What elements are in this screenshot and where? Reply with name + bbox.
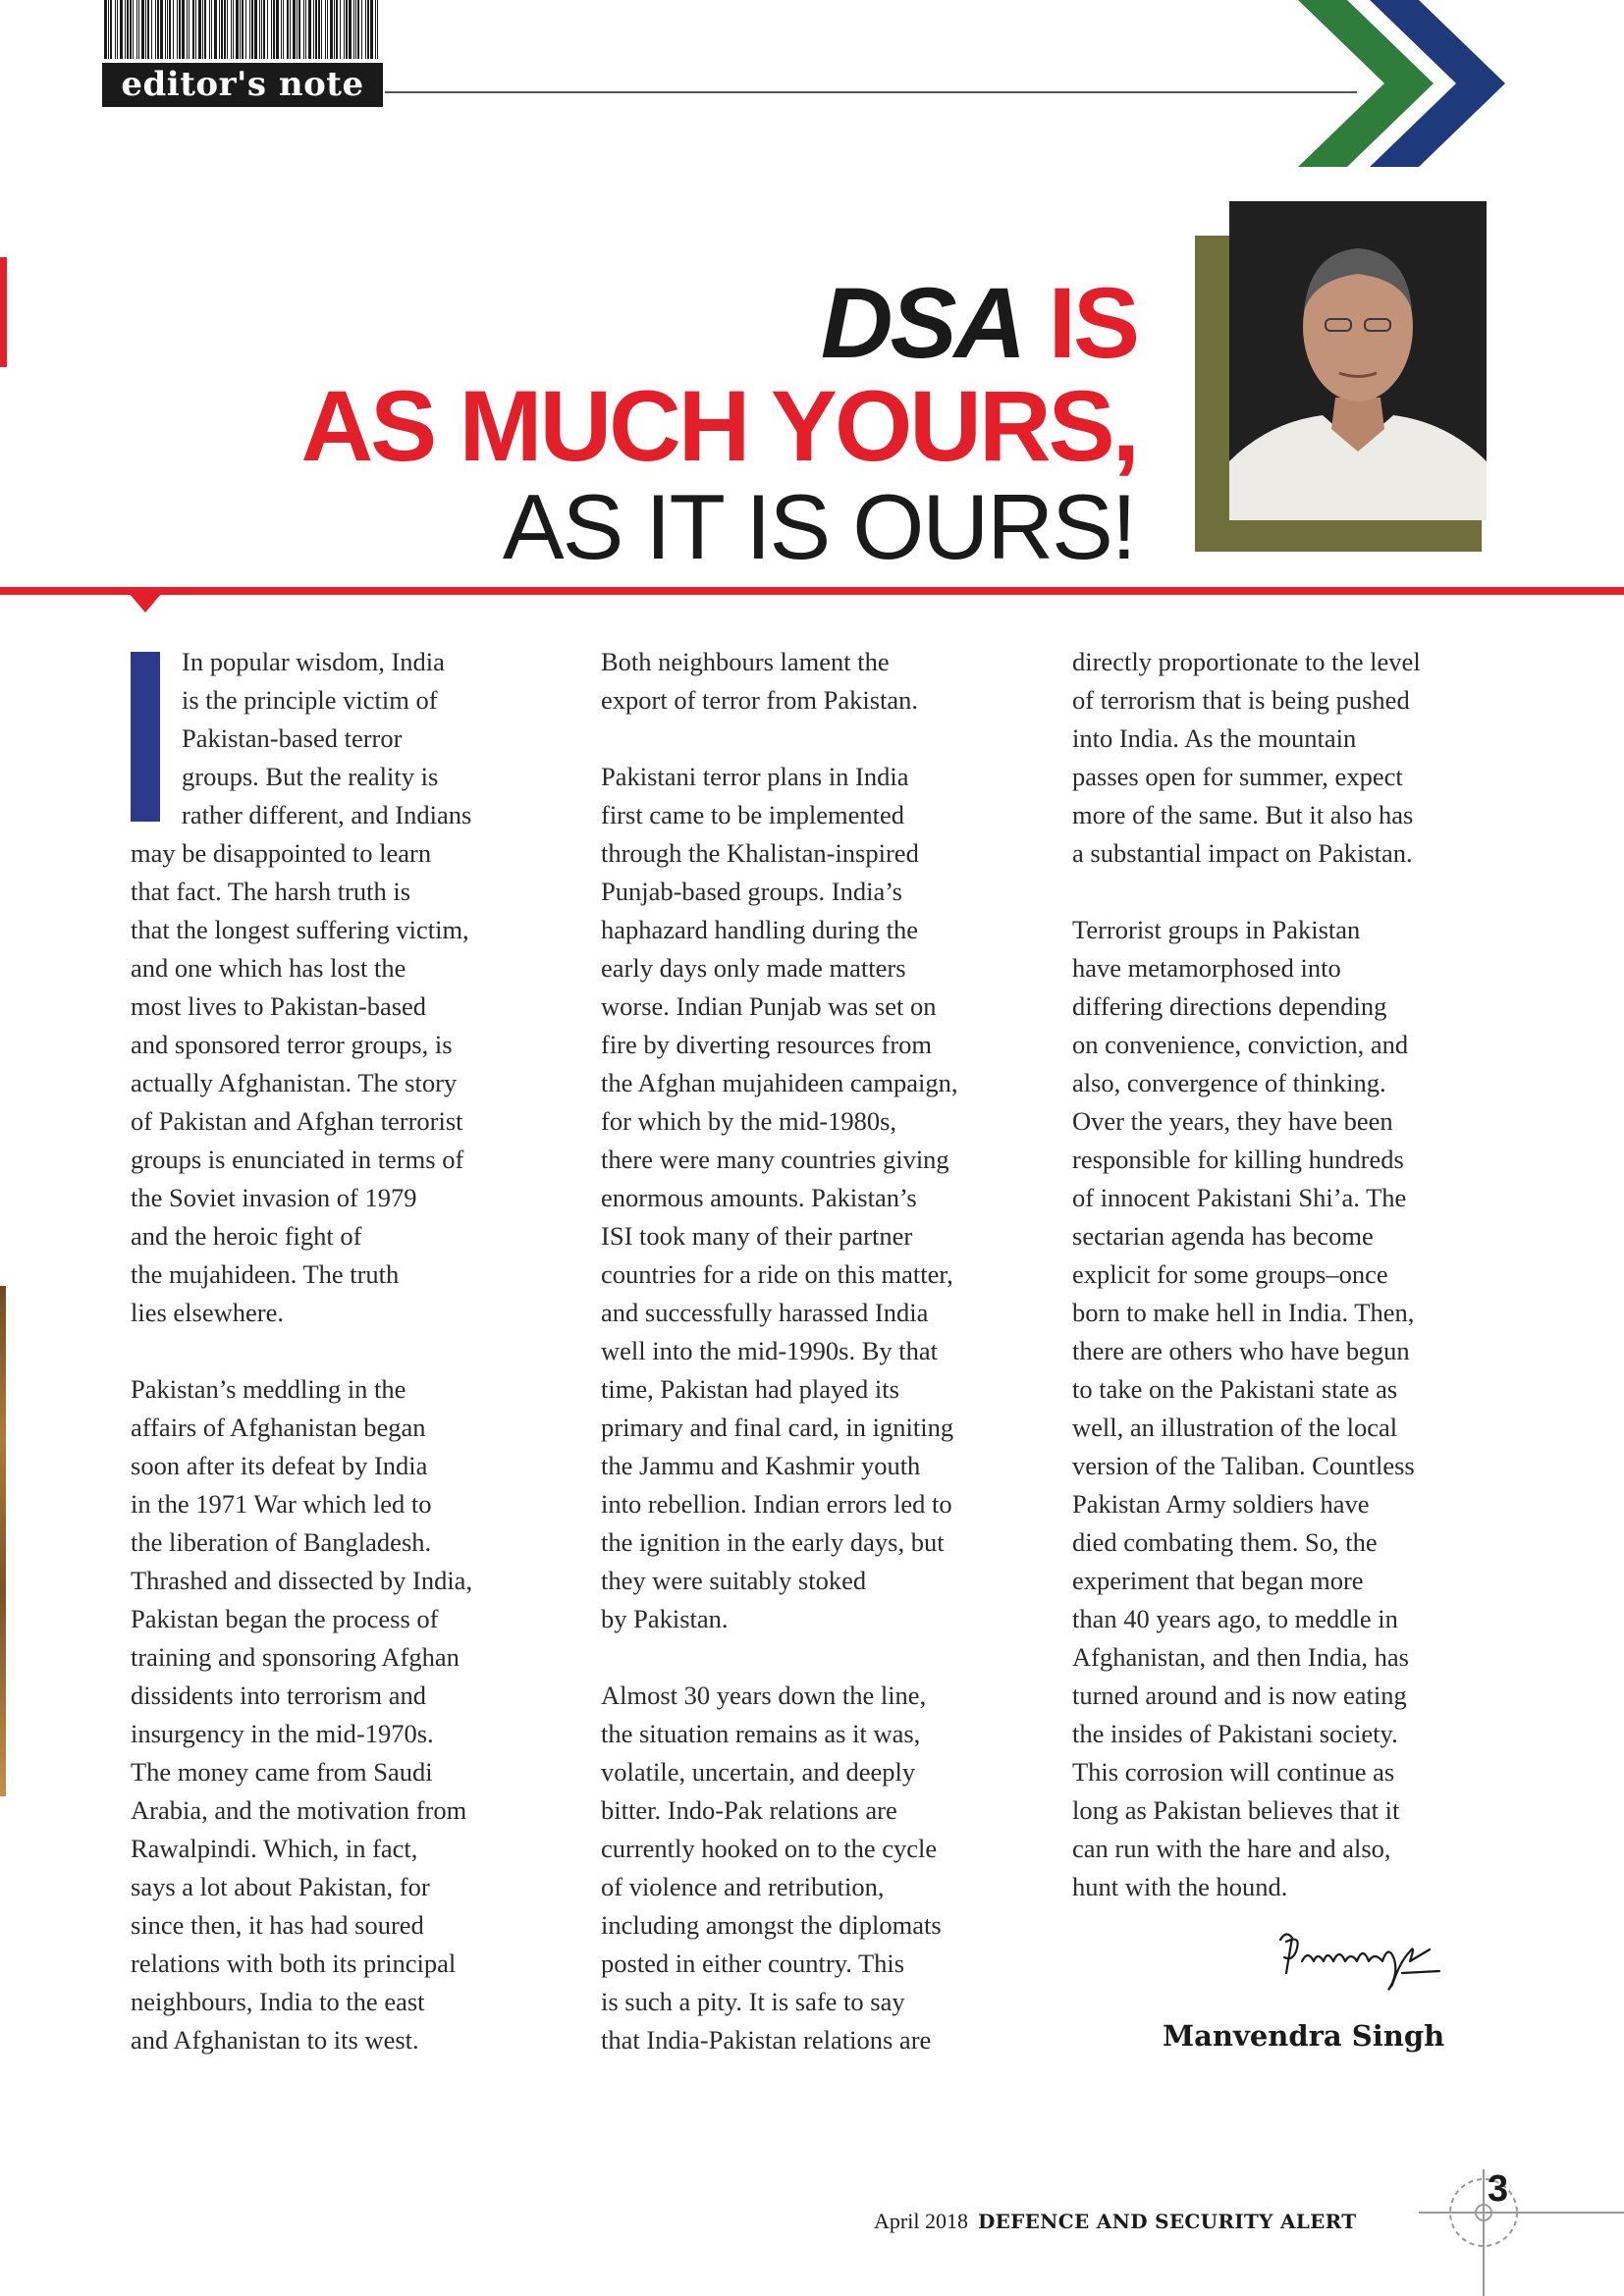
page-number: 3 bbox=[1488, 2168, 1509, 2210]
barcode-stripe bbox=[182, 0, 185, 59]
barcode-stripe bbox=[267, 0, 268, 59]
article-line: time, Pakistan had played its bbox=[601, 1374, 899, 1404]
barcode-stripe bbox=[110, 0, 112, 59]
article-line: the situation remains as it was, bbox=[601, 1719, 921, 1748]
article-line: and one which has lost the bbox=[131, 953, 406, 983]
author-portrait bbox=[1229, 201, 1487, 520]
article-line: actually Afghanistan. The story bbox=[131, 1068, 458, 1097]
left-edge-photo-strip bbox=[0, 1286, 6, 1796]
barcode-stripe bbox=[283, 0, 284, 59]
article-line: rather different, and Indians bbox=[182, 800, 472, 829]
article-line: into rebellion. Indian errors led to bbox=[601, 1489, 952, 1519]
article-line: currently hooked on to the cycle bbox=[601, 1834, 938, 1863]
barcode-stripe bbox=[325, 0, 326, 59]
barcode-stripe bbox=[192, 0, 194, 59]
barcode-stripe bbox=[120, 0, 123, 59]
barcode-stripe bbox=[221, 0, 223, 59]
barcode-stripe bbox=[249, 0, 250, 59]
article-column-3 bbox=[1072, 643, 1504, 1906]
article-line: that India-Pakistan relations are bbox=[601, 2025, 932, 2055]
article-line: worse. Indian Punjab was set on bbox=[601, 991, 937, 1021]
barcode-stripe bbox=[273, 0, 275, 59]
article-line: of innocent Pakistani Shi’a. The bbox=[1072, 1183, 1407, 1212]
paragraph-gap bbox=[1072, 873, 1504, 911]
barcode-stripe bbox=[115, 0, 116, 59]
barcode-stripe bbox=[117, 0, 118, 59]
barcode-stripe bbox=[370, 0, 373, 59]
barcode-stripe bbox=[298, 0, 300, 59]
article-line: may be disappointed to learn bbox=[131, 838, 432, 868]
barcode-stripe bbox=[179, 0, 181, 59]
barcode-stripe bbox=[308, 0, 311, 59]
article-line: and sponsored terror groups, is bbox=[131, 1030, 453, 1059]
footer-line bbox=[874, 2209, 1356, 2234]
article-line: that the longest suffering victim, bbox=[131, 915, 469, 944]
barcode-stripe bbox=[254, 0, 257, 59]
barcode-stripe bbox=[245, 0, 246, 59]
article-line: This corrosion will continue as bbox=[1072, 1757, 1395, 1787]
article-line: for which by the mid-1980s, bbox=[601, 1106, 897, 1136]
article-line: well, an illustration of the local bbox=[1072, 1413, 1398, 1442]
article-line: In popular wisdom, India bbox=[182, 647, 445, 676]
article-line: Both neighbours lament the bbox=[601, 647, 890, 676]
barcode-stripe bbox=[365, 0, 366, 59]
article-line: than 40 years ago, to meddle in bbox=[1072, 1604, 1398, 1633]
barcode-stripe bbox=[261, 0, 262, 59]
barcode-stripe bbox=[125, 0, 126, 59]
headline-line-1 bbox=[820, 267, 1137, 379]
headline-line-3: AS IT IS OURS! bbox=[502, 475, 1135, 578]
barcode-stripe bbox=[236, 0, 239, 59]
article-line: fire by diverting resources from bbox=[601, 1030, 933, 1059]
barcode-stripe bbox=[233, 0, 234, 59]
article-line: soon after its defeat by India bbox=[131, 1451, 428, 1480]
barcode-stripe bbox=[297, 0, 298, 59]
article-line: also, convergence of thinking. bbox=[1072, 1068, 1386, 1097]
barcode-stripe bbox=[145, 0, 146, 59]
article-line: bitter. Indo-Pak relations are bbox=[601, 1795, 897, 1825]
barcode-stripe bbox=[336, 0, 338, 59]
article-line: Pakistan-based terror bbox=[182, 723, 403, 753]
barcode-stripe bbox=[287, 0, 289, 59]
article-line: of Pakistan and Afghan terrorist bbox=[131, 1106, 463, 1136]
article-line: groups. But the reality is bbox=[182, 762, 439, 791]
article-line: The money came from Saudi bbox=[131, 1757, 433, 1787]
article-line: groups is enunciated in terms of bbox=[131, 1145, 464, 1174]
barcode-stripe bbox=[276, 0, 279, 59]
barcode-stripe bbox=[202, 0, 203, 59]
barcode-stripe bbox=[195, 0, 196, 59]
article-line: there were many countries giving bbox=[601, 1145, 949, 1174]
barcode-stripe bbox=[344, 0, 345, 59]
article-line: and successfully harassed India bbox=[601, 1298, 929, 1327]
barcode-stripe bbox=[211, 0, 212, 59]
barcode-stripe bbox=[136, 0, 137, 59]
article-line: Terrorist groups in Pakistan bbox=[1072, 915, 1361, 944]
divider-notch bbox=[129, 593, 162, 613]
article-line: a substantial impact on Pakistan. bbox=[1072, 838, 1413, 868]
barcode-stripe bbox=[240, 0, 241, 59]
article-line: responsible for killing hundreds bbox=[1072, 1145, 1404, 1174]
barcode-stripe bbox=[157, 0, 159, 59]
portrait-frame-vertical bbox=[1195, 236, 1229, 552]
article-line: volatile, uncertain, and deeply bbox=[601, 1757, 916, 1787]
title-divider-rule bbox=[0, 587, 1624, 595]
barcode-stripe bbox=[271, 0, 272, 59]
barcode-stripe bbox=[224, 0, 226, 59]
article-line: the Jammu and Kashmir youth bbox=[601, 1451, 921, 1480]
article-line: the liberation of Bangladesh. bbox=[131, 1527, 432, 1557]
barcode-stripe bbox=[127, 0, 129, 59]
article-line: of terrorism that is being pushed bbox=[1072, 685, 1410, 715]
article-line: dissidents into terrorism and bbox=[131, 1681, 427, 1710]
article-line: Pakistan began the process of bbox=[131, 1604, 439, 1633]
footer-publication: DEFENCE AND SECURITY ALERT bbox=[977, 2210, 1357, 2233]
article-line: early days only made matters bbox=[601, 953, 906, 983]
article-line: explicit for some groups–once bbox=[1072, 1259, 1388, 1289]
barcode-stripe bbox=[361, 0, 362, 59]
barcode-stripe bbox=[327, 0, 328, 59]
article-line: Rawalpindi. Which, in fact, bbox=[131, 1834, 418, 1863]
article-line: Pakistan’s meddling in the bbox=[131, 1374, 406, 1404]
barcode-stripe bbox=[334, 0, 335, 59]
article-line: directly proportionate to the level bbox=[1072, 647, 1421, 676]
article-line: is the principle victim of bbox=[182, 685, 438, 715]
crosshair-graphic bbox=[1419, 2169, 1624, 2296]
article-line: Thrashed and dissected by India, bbox=[131, 1566, 473, 1595]
section-label: editor's note bbox=[102, 63, 383, 107]
barcode-stripe bbox=[357, 0, 359, 59]
barcode-stripe bbox=[151, 0, 152, 59]
article-line: Arabia, and the motivation from bbox=[131, 1795, 467, 1825]
barcode-stripe bbox=[375, 0, 376, 59]
article-line: the Soviet invasion of 1979 bbox=[131, 1183, 417, 1212]
paragraph-gap bbox=[601, 720, 1033, 758]
article-line: Pakistani terror plans in India bbox=[601, 762, 909, 791]
chevron-decoration bbox=[1276, 0, 1512, 167]
barcode-stripe bbox=[130, 0, 132, 59]
headline-line-2: AS MUCH YOURS, bbox=[300, 370, 1137, 482]
article-line: differing directions depending bbox=[1072, 991, 1387, 1021]
article-column-2 bbox=[601, 643, 1033, 2059]
barcode-stripe bbox=[231, 0, 232, 59]
barcode-stripe bbox=[167, 0, 168, 59]
article-line: affairs of Afghanistan began bbox=[131, 1413, 426, 1442]
article-line: hunt with the hound. bbox=[1072, 1872, 1288, 1901]
article-line: and Afghanistan to its west. bbox=[131, 2025, 419, 2055]
article-line: of violence and retribution, bbox=[601, 1872, 885, 1901]
headline-is: IS bbox=[1023, 267, 1137, 379]
article-line: says a lot about Pakistan, for bbox=[131, 1872, 430, 1901]
barcode-stripe bbox=[305, 0, 306, 59]
article-line: that fact. The harsh truth is bbox=[131, 877, 411, 906]
article-line: through the Khalistan-inspired bbox=[601, 838, 919, 868]
article-line: most lives to Pakistan-based bbox=[131, 991, 427, 1021]
article-line: is such a pity. It is safe to say bbox=[601, 1987, 905, 2016]
article-line: there are others who have begun bbox=[1072, 1336, 1410, 1365]
article-line: export of terror from Pakistan. bbox=[601, 685, 919, 715]
article-line: posted in either country. This bbox=[601, 1949, 905, 1978]
article-line: died combating them. So, the bbox=[1072, 1527, 1378, 1557]
barcode-stripe bbox=[355, 0, 356, 59]
article-line: they were suitably stoked bbox=[601, 1566, 867, 1595]
article-line: on convenience, conviction, and bbox=[1072, 1030, 1409, 1059]
article-line: long as Pakistan believes that it bbox=[1072, 1795, 1400, 1825]
barcode-stripe bbox=[169, 0, 171, 59]
article-line: since then, it has had soured bbox=[131, 1910, 424, 1940]
article-line: the ignition in the early days, but bbox=[601, 1527, 945, 1557]
barcode-stripe bbox=[346, 0, 348, 59]
article-line: passes open for summer, expect bbox=[1072, 762, 1403, 791]
barcode-stripe bbox=[187, 0, 188, 59]
barcode-stripe bbox=[173, 0, 174, 59]
left-red-accent bbox=[0, 257, 7, 367]
barcode-stripe bbox=[242, 0, 244, 59]
barcode-stripe bbox=[263, 0, 265, 59]
article-line: including amongst the diplomats bbox=[601, 1910, 942, 1940]
barcode-stripe bbox=[377, 0, 378, 59]
barcode-stripe bbox=[147, 0, 149, 59]
article-line: haphazard handling during the bbox=[601, 915, 919, 944]
barcode-stripe bbox=[349, 0, 352, 59]
article-line: and the heroic fight of bbox=[131, 1221, 362, 1251]
article-line: born to make hell in India. Then, bbox=[1072, 1298, 1415, 1327]
headline-dsa: DSA bbox=[820, 267, 1024, 379]
barcode-stripe bbox=[227, 0, 228, 59]
article-line: can run with the hare and also, bbox=[1072, 1834, 1391, 1863]
barcode-stripe bbox=[259, 0, 260, 59]
barcode-stripe bbox=[290, 0, 291, 59]
article-line: in the 1971 War which led to bbox=[131, 1489, 432, 1519]
barcode-stripe bbox=[219, 0, 220, 59]
barcode-stripe bbox=[198, 0, 201, 59]
article-line: into India. As the mountain bbox=[1072, 723, 1357, 753]
article-line: insurgency in the mid-1970s. bbox=[131, 1719, 434, 1748]
barcode-stripe bbox=[313, 0, 314, 59]
barcode-stripe bbox=[251, 0, 253, 59]
barcode-stripe bbox=[104, 0, 107, 59]
article-line: the insides of Pakistani society. bbox=[1072, 1719, 1398, 1748]
article-line: enormous amounts. Pakistan’s bbox=[601, 1183, 917, 1212]
portrait-frame-horizontal bbox=[1195, 520, 1482, 552]
article-line: Afghanistan, and then India, has bbox=[1072, 1642, 1409, 1672]
barcode-stripe bbox=[330, 0, 333, 59]
article-line: Almost 30 years down the line, bbox=[601, 1681, 927, 1710]
article-line: lies elsewhere. bbox=[131, 1298, 284, 1327]
article-line: relations with both its principal bbox=[131, 1949, 457, 1978]
header-rule bbox=[385, 91, 1357, 93]
article-line: neighbours, India to the east bbox=[131, 1987, 425, 2016]
barcode-stripe bbox=[318, 0, 320, 59]
article-line: have metamorphosed into bbox=[1072, 953, 1341, 983]
barcode-stripe bbox=[165, 0, 166, 59]
barcode-stripe bbox=[141, 0, 144, 59]
article-line: by Pakistan. bbox=[601, 1604, 729, 1633]
author-name: Manvendra Singh bbox=[1163, 2019, 1445, 2053]
article-line: experiment that began more bbox=[1072, 1566, 1364, 1595]
paragraph-gap bbox=[601, 1638, 1033, 1677]
barcode-stripe bbox=[108, 0, 109, 59]
article-line: countries for a ride on this matter, bbox=[601, 1259, 953, 1289]
barcode-stripe bbox=[209, 0, 210, 59]
article-line: primary and final card, in igniting bbox=[601, 1413, 954, 1442]
barcode-stripe bbox=[155, 0, 156, 59]
article-line: more of the same. But it also has bbox=[1072, 800, 1414, 829]
article-column-1 bbox=[131, 643, 563, 2059]
barcode-stripe bbox=[321, 0, 322, 59]
article-line: ISI took many of their partner bbox=[601, 1221, 913, 1251]
article-line: the mujahideen. The truth bbox=[131, 1259, 400, 1289]
author-signature bbox=[1272, 1922, 1445, 2001]
barcode-stripe bbox=[293, 0, 296, 59]
barcode-stripe bbox=[367, 0, 369, 59]
barcode-stripe bbox=[214, 0, 217, 59]
article-line: version of the Taliban. Countless bbox=[1072, 1451, 1415, 1480]
footer-date: April 2018 bbox=[874, 2209, 968, 2233]
barcode-stripe bbox=[315, 0, 317, 59]
article-line: to take on the Pakistani state as bbox=[1072, 1374, 1398, 1404]
barcode-stripe bbox=[303, 0, 304, 59]
article-line: first came to be implemented bbox=[601, 800, 905, 829]
article-line: Pakistan Army soldiers have bbox=[1072, 1489, 1370, 1519]
barcode-stripe bbox=[138, 0, 139, 59]
article-line: turned around and is now eating bbox=[1072, 1681, 1407, 1710]
barcode-stripe bbox=[204, 0, 206, 59]
article-line: Punjab-based groups. India’s bbox=[601, 877, 902, 906]
barcode-stripe bbox=[340, 0, 341, 59]
barcode-stripe bbox=[353, 0, 354, 59]
barcode-stripe bbox=[281, 0, 282, 59]
article-line: training and sponsoring Afghan bbox=[131, 1642, 460, 1672]
barcode-stripe bbox=[160, 0, 163, 59]
paragraph-gap bbox=[131, 1332, 563, 1370]
barcode-stripe bbox=[177, 0, 178, 59]
article-line: well into the mid-1990s. By that bbox=[601, 1336, 938, 1365]
barcode-stripe bbox=[133, 0, 134, 59]
barcode-graphic bbox=[102, 0, 383, 63]
article-line: sectarian agenda has become bbox=[1072, 1221, 1374, 1251]
article-line: the Afghan mujahideen campaign, bbox=[601, 1068, 958, 1097]
article-line: Over the years, they have been bbox=[1072, 1106, 1393, 1136]
